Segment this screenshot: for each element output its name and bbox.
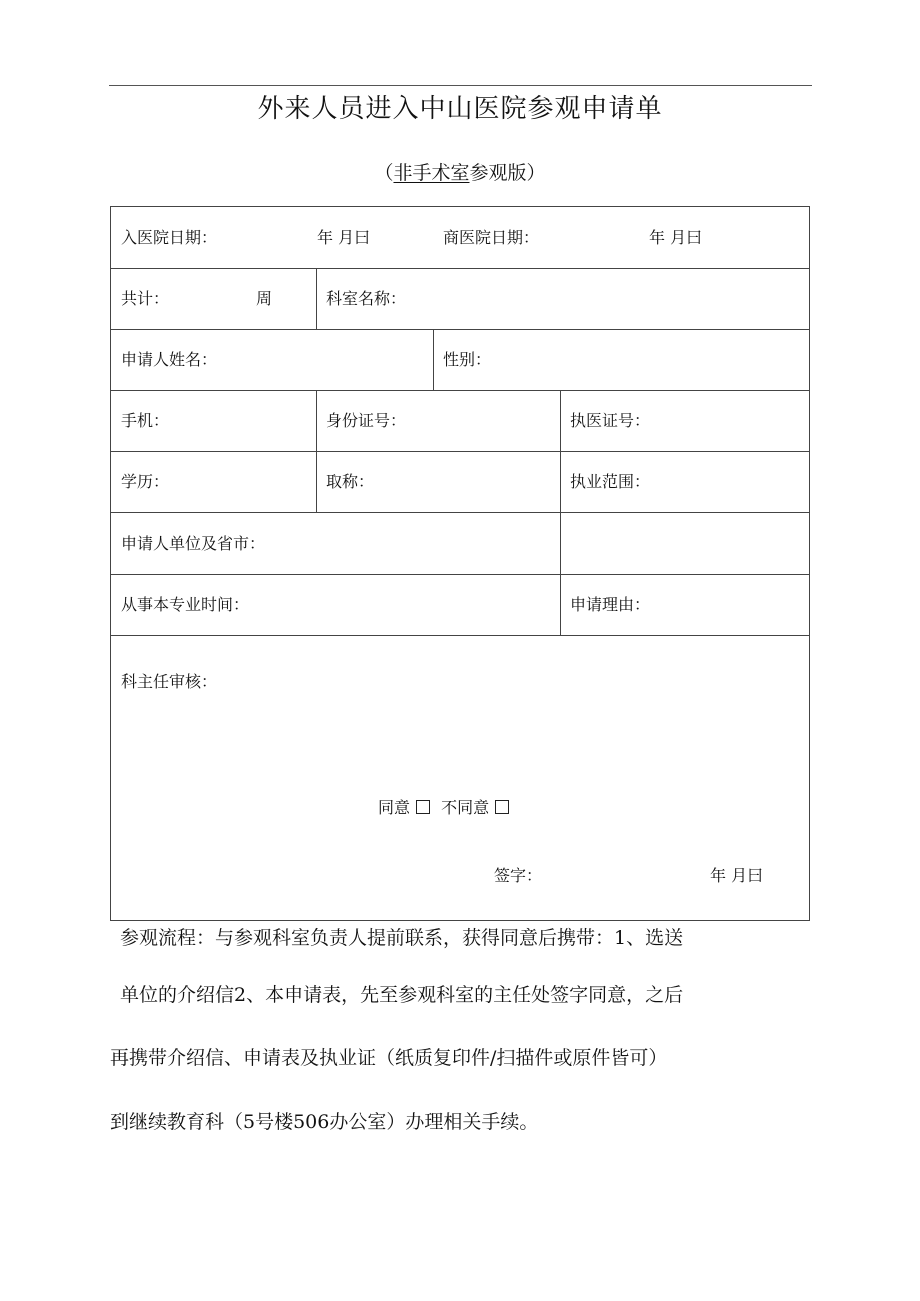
approval-options <box>378 798 509 818</box>
agree-checkbox[interactable] <box>416 800 430 814</box>
total-duration-unit: 周 <box>256 289 273 308</box>
column-divider <box>316 268 317 329</box>
id-number-label: 身份证号： <box>326 411 407 430</box>
education-label: 学历： <box>121 472 170 491</box>
procedure-note-line: 单位的介绍信2、本申请表，先至参观科室的主任处签字同意，之后 <box>120 984 684 1006</box>
application-reason-label: 申请理由： <box>570 595 651 614</box>
row-divider <box>111 574 809 575</box>
procedure-note-line: 再携带介绍信、申请表及执业证（纸质复印件/扫描件或原件皆可） <box>110 1047 668 1069</box>
applicant-name-label: 申请人姓名： <box>121 350 218 369</box>
entry-date-label: 入医院日期： <box>121 228 218 247</box>
row-divider <box>111 635 809 636</box>
experience-time-label: 从事本专业时间： <box>121 595 250 614</box>
row-divider <box>111 268 809 269</box>
row-divider <box>111 329 809 330</box>
gender-label: 性别： <box>443 350 492 369</box>
signature-label: 签字： <box>494 866 543 885</box>
agree-label: 同意 <box>378 798 411 817</box>
leave-date-field[interactable]: 年 月曰 <box>649 228 703 247</box>
license-number-label: 执医证号： <box>570 411 651 430</box>
document-subtitle <box>0 158 920 185</box>
subtitle-close-paren: ） <box>526 162 546 184</box>
practice-scope-label: 执业范围： <box>570 472 651 491</box>
disagree-checkbox[interactable] <box>495 800 509 814</box>
application-form <box>110 206 810 921</box>
subtitle-underlined: 非手术室 <box>393 162 470 184</box>
header-rule <box>109 85 812 86</box>
row-divider <box>111 512 809 513</box>
column-divider <box>560 390 561 635</box>
disagree-label: 不同意 <box>441 798 490 817</box>
subtitle-open-paren: （ <box>374 162 394 184</box>
subtitle-rest: 参观版 <box>469 162 527 184</box>
department-name-label: 科室名称： <box>326 289 407 308</box>
leave-date-label: 商医院日期： <box>443 228 540 247</box>
applicant-unit-label: 申请人单位及省市： <box>121 534 266 553</box>
row-divider <box>111 451 809 452</box>
phone-label: 手机： <box>121 411 170 430</box>
row-divider <box>111 390 809 391</box>
column-divider <box>316 390 317 512</box>
entry-date-field[interactable]: 年 月曰 <box>317 228 371 247</box>
director-review-label: 科主任审核： <box>121 672 218 691</box>
review-date-field[interactable]: 年 月曰 <box>710 866 764 885</box>
column-divider <box>433 329 434 390</box>
procedure-note-line: 参观流程：与参观科室负责人提前联系，获得同意后携带：1、选送 <box>120 927 684 949</box>
procedure-note-line: 到继续教育科（5号楼506办公室）办理相关手续。 <box>110 1111 539 1133</box>
total-duration-label: 共计： <box>121 289 170 308</box>
job-title-label: 取称： <box>326 472 375 491</box>
document-title: 外来人员进入中山医院参观申请单 <box>257 94 663 124</box>
